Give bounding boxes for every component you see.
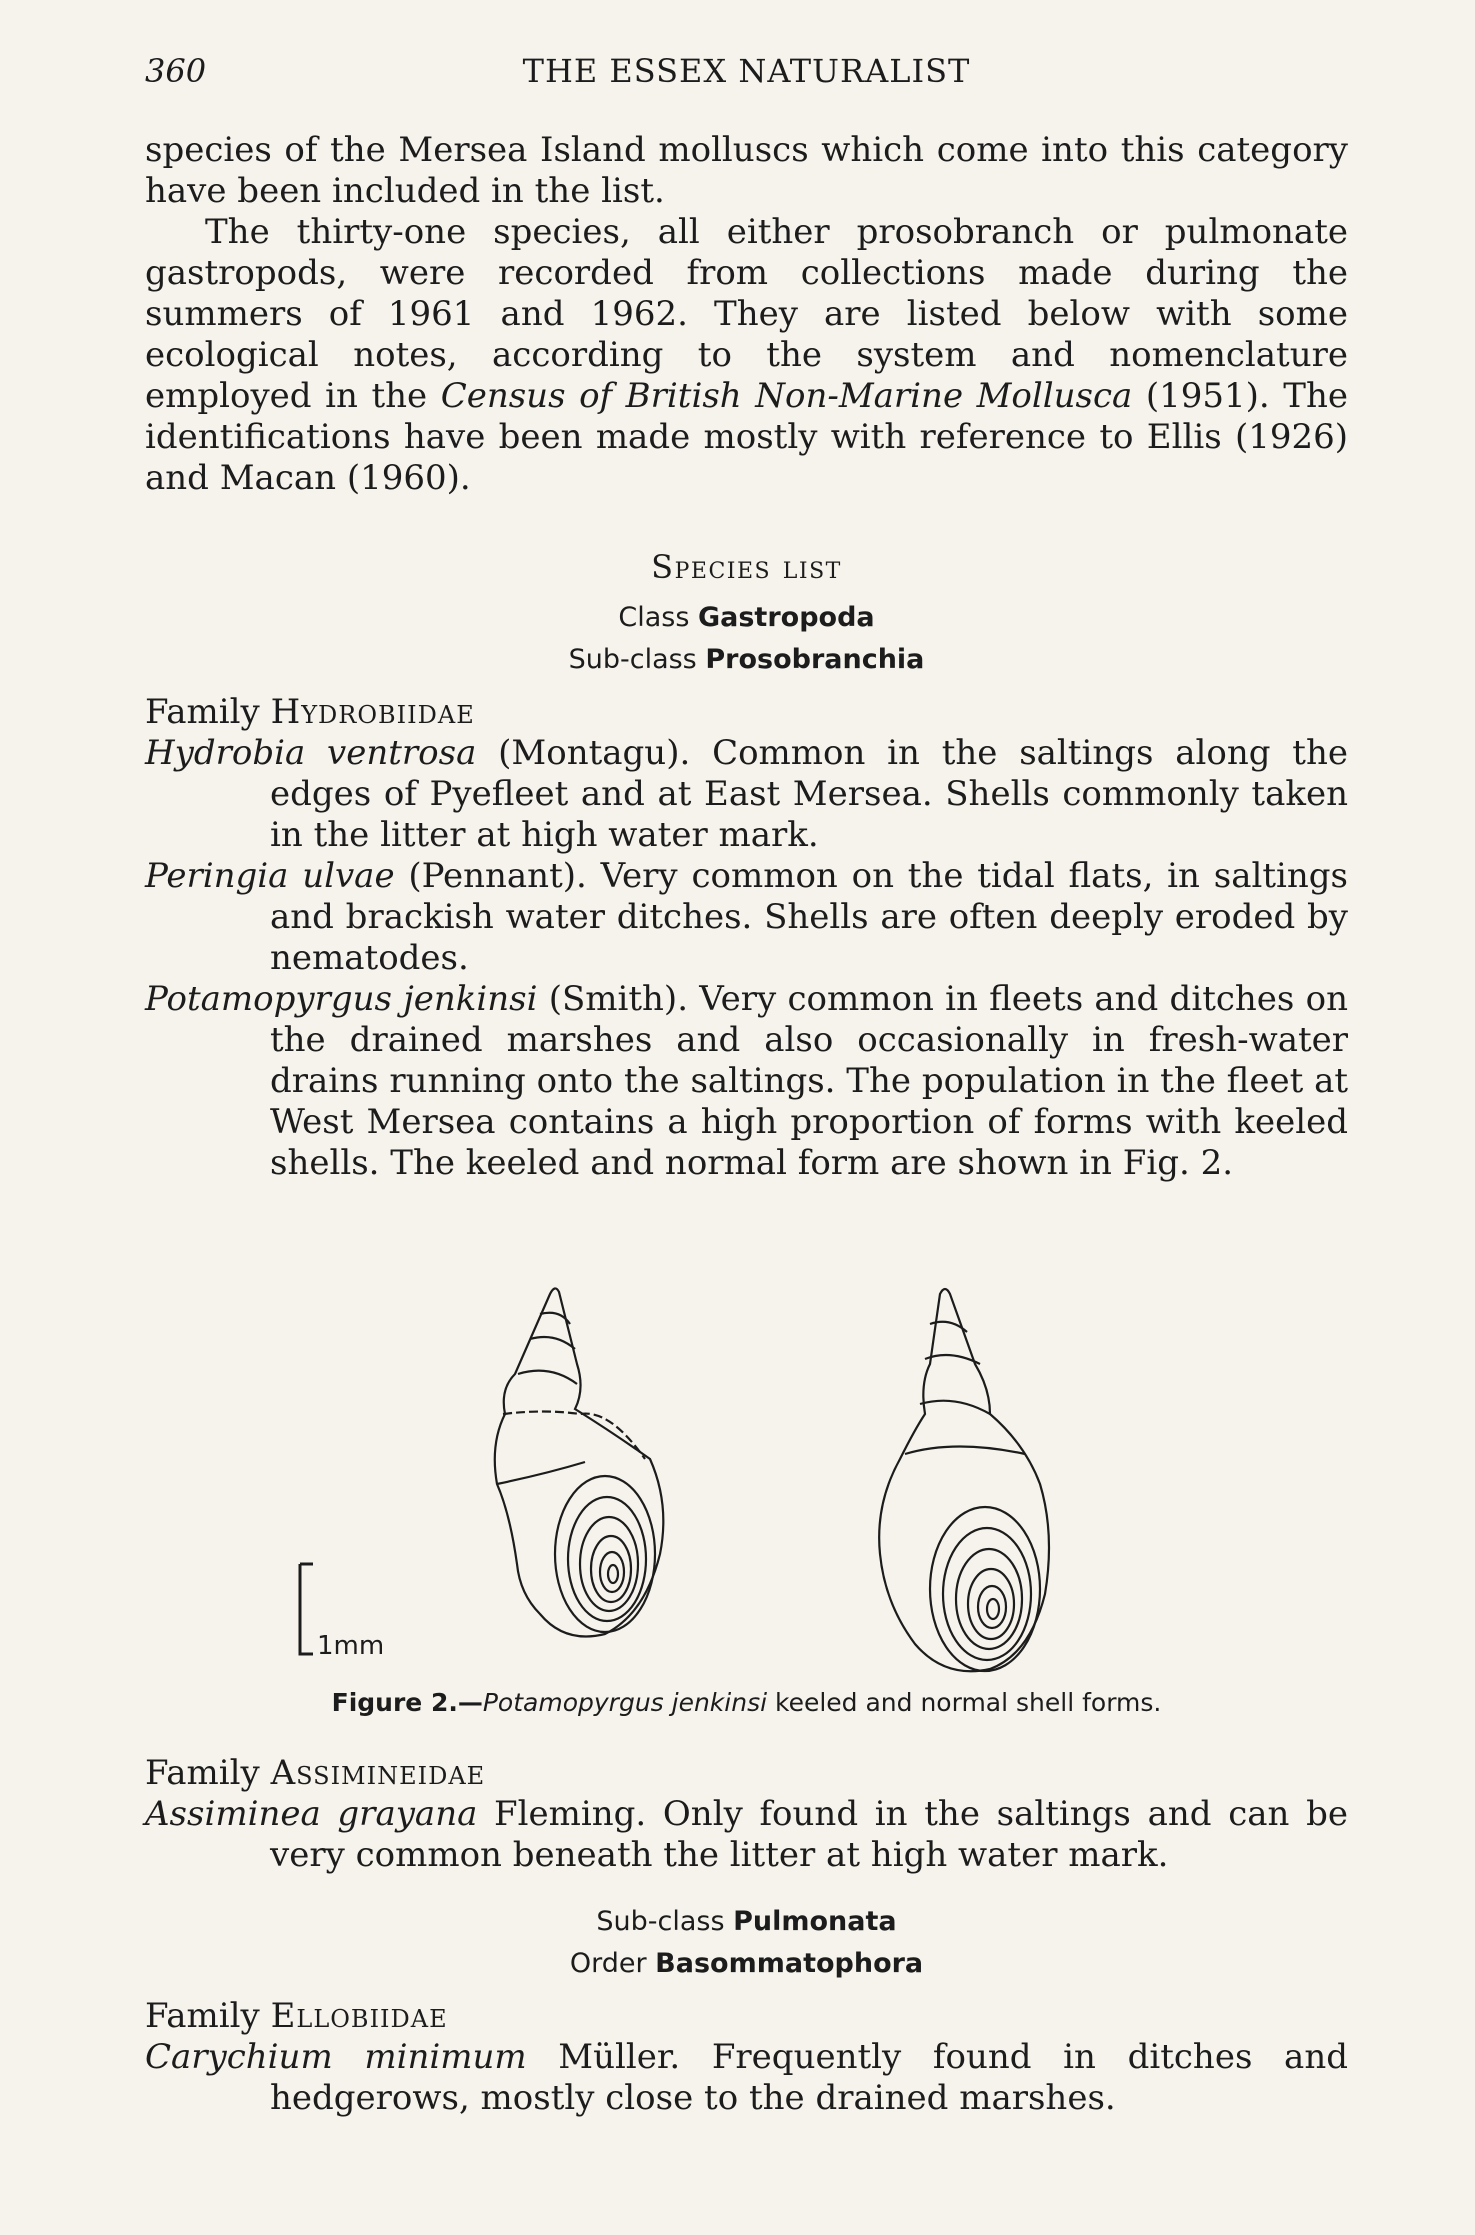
census-title: Census of British Non-Marine Mollusca — [440, 376, 1133, 416]
page-number: 360 — [145, 52, 207, 90]
species-name: Assiminea grayana — [145, 1794, 478, 1834]
intro-paragraph-2 — [145, 212, 1348, 499]
species-name: Carychium minimum — [145, 2037, 527, 2077]
family-heading-hydrobiidae — [145, 692, 1348, 733]
family-name: Ellobiidae — [270, 1996, 448, 2036]
order-prefix: Order — [569, 1948, 656, 1979]
order-name: Basommatophora — [655, 1948, 924, 1979]
family-heading-ellobiidae — [145, 1996, 1348, 2037]
family-heading-assimineidae — [145, 1753, 1348, 1794]
species-notes: Only found in the saltings and can be very common beneath the litter at high water mark. — [270, 1794, 1348, 1875]
caption-text: keeled and normal shell forms. — [767, 1688, 1162, 1717]
keeled-shell-drawing — [495, 1288, 664, 1636]
order-heading — [145, 1938, 1348, 1990]
figure-2 — [145, 1214, 1348, 1679]
species-name: Hydrobia ventrosa — [145, 733, 477, 773]
family-name: Assimineidae — [270, 1753, 486, 1793]
species-entry — [145, 856, 1348, 979]
caption-label: Figure 2.— — [331, 1688, 483, 1717]
subclass-name: Pulmonata — [733, 1906, 897, 1937]
subclass-prefix: Sub-class — [596, 1906, 734, 1937]
scale-bar — [300, 1564, 313, 1654]
family-prefix: Family — [145, 692, 271, 732]
species-list-heading: Species list — [651, 548, 842, 586]
body-column — [145, 130, 1348, 2119]
species-notes: Very common in fleets and ditches on the drained marshes and also occasionally in fresh-water drains running onto the saltings. The population in the fleet at West Mersea contains a high proportion of forms with keeled shells. The keeled and normal form are shown in Fig. 2. — [270, 979, 1348, 1183]
species-notes: Common in the saltings along the edges of Pyefleet and at East Mersea. Shells commonly taken in the litter at high water mark. — [270, 733, 1348, 855]
species-author: Müller. — [526, 2037, 681, 2077]
species-author: Fleming. — [477, 1794, 647, 1834]
intro-text-a: The thirty-one species, all either prosobranch or pulmonate gastropods, were recorded from collections made during the summers of 1961 and 1962. They are listed below with some ecological notes, according to the system and nomenclature employed in the — [145, 212, 1348, 416]
running-header — [145, 52, 1348, 102]
figure-caption — [145, 1685, 1348, 1721]
intro-paragraph-1: species of the Mersea Island molluscs which come into this category have been included in the list. — [145, 130, 1348, 211]
species-entry — [145, 1794, 1348, 1876]
species-author: (Pennant). — [394, 856, 587, 896]
subclass-name: Prosobranchia — [705, 644, 925, 675]
family-prefix: Family — [145, 1996, 271, 2036]
species-entry — [145, 979, 1348, 1184]
scale-bar-label: 1mm — [317, 1631, 385, 1661]
shell-illustration — [145, 1214, 1348, 1679]
caption-species: Potamopyrgus jenkinsi — [482, 1688, 768, 1717]
subclass-heading — [145, 634, 1348, 686]
class-name: Gastropoda — [697, 602, 875, 633]
class-prefix: Class — [618, 602, 698, 633]
subclass-prefix: Sub-class — [568, 644, 706, 675]
species-name: Peringia ulvae — [145, 856, 395, 896]
species-author: (Smith). — [537, 979, 688, 1019]
family-name: Hydrobiidae — [270, 692, 475, 732]
species-name: Potamopyrgus jenkinsi — [145, 979, 538, 1019]
family-prefix: Family — [145, 1753, 271, 1793]
species-author: (Montagu). — [476, 733, 691, 773]
species-notes: Frequently found in ditches and hedgerows, mostly close to the drained marshes. — [270, 2037, 1348, 2118]
species-entry — [145, 733, 1348, 856]
journal-title: THE ESSEX NATURALIST — [522, 52, 971, 90]
species-notes: Very common on the tidal flats, in saltings and brackish water ditches. Shells are often deeply eroded by nematodes. — [270, 856, 1348, 978]
normal-shell-drawing — [879, 1289, 1049, 1671]
intro-text-b: (1951). The identifications have been made mostly with reference to Ellis (1926) and Macan (1960). — [145, 376, 1348, 498]
species-entry — [145, 2037, 1348, 2119]
